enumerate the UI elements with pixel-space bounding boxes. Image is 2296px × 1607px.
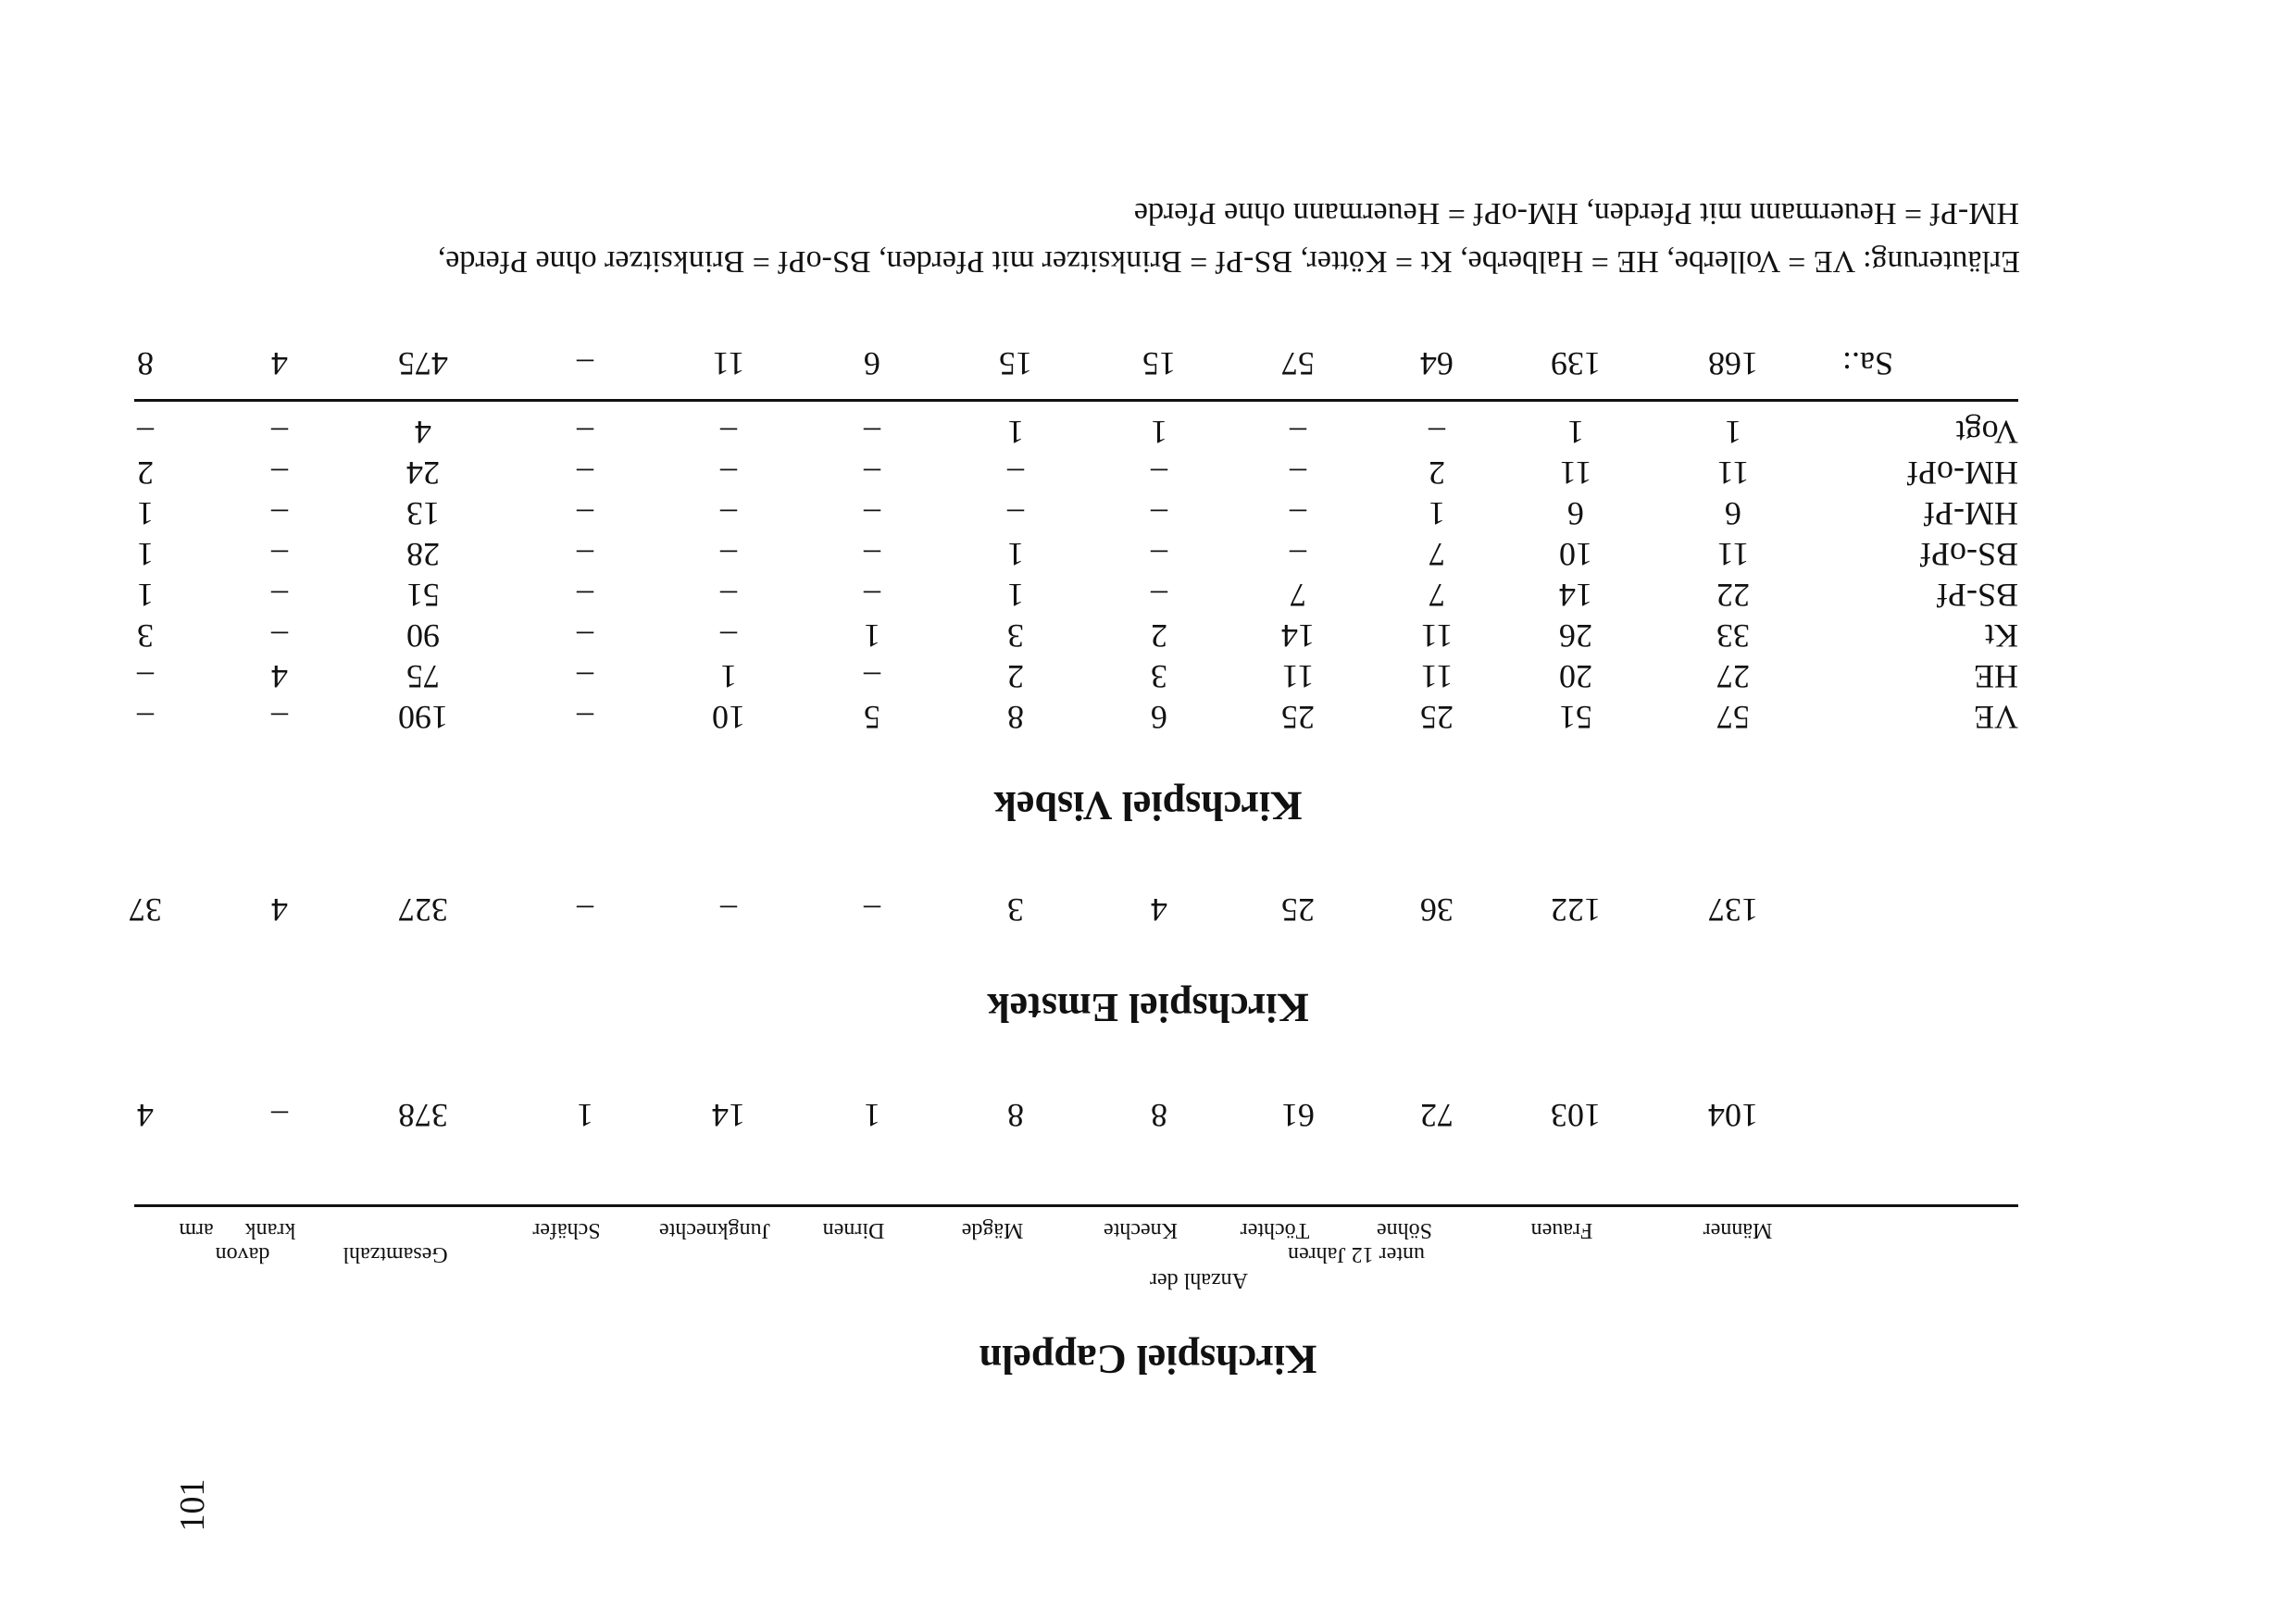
emstek-toechter: 25 [1281,891,1315,928]
table-cell: 10 [712,699,745,736]
table-cell: 20 [1559,658,1592,695]
sum-cell: 15 [1142,345,1176,382]
row-label: VE [1974,699,2018,736]
header-arm: arm [179,1218,214,1242]
table-cell: 11 [1420,617,1454,654]
table-cell: 2 [1151,617,1167,654]
cappeln-soehne: 72 [1420,1097,1454,1134]
header-jungknechte: Jungknechte [659,1218,770,1242]
table-cell: – [1290,536,1306,573]
header-maenner: Männer [1703,1218,1773,1242]
emstek-dirnen: – [864,891,880,928]
table-cell: 22 [1716,577,1750,614]
table-cell: 51 [406,577,440,614]
header-unter-12: unter 12 Jahren [1288,1242,1425,1266]
cappeln-knechte: 8 [1151,1097,1167,1134]
table-cell: – [271,617,288,654]
header-schaefer: Schäfer [532,1218,601,1242]
header-dirnen: Dirnen [822,1218,885,1242]
table-cell: – [1007,495,1024,532]
table-cell: 11 [1281,658,1315,695]
table-cell: 2 [1007,658,1024,695]
table-cell: 1 [137,577,154,614]
table-cell: – [1151,536,1167,573]
explanation-line-2: HM-Pf = Heuermann mit Pferden, HM-oPf = Heuermann ohne Pferde [1133,196,2019,230]
sum-cell: – [577,345,593,382]
emstek-maenner: 137 [1708,891,1758,928]
table-cell: 1 [137,536,154,573]
row-label: HM-Pf [1923,495,2018,532]
explanation-line-1: Erläuterung: VE = Vollerbe, HE = Halberbe, Kt = Kötter, BS-Pf = Brinksitzer mit Pferden, BS-oPf = Brinksitzer ohne Pferde, [437,244,2020,279]
emstek-knechte: 4 [1151,891,1167,928]
table-cell: – [864,577,880,614]
table-cell: – [577,617,593,654]
table-cell: 1 [1567,414,1584,451]
table-cell: – [577,495,593,532]
table-cell: – [720,577,737,614]
table-cell: 3 [1007,617,1024,654]
sum-cell: 57 [1281,345,1315,382]
table-cell: 1 [720,658,737,695]
table-cell: 8 [1007,699,1024,736]
table-cell: 5 [864,699,880,736]
header-knechte: Knechte [1104,1218,1178,1242]
table-cell: – [864,455,880,492]
table-cell: 1 [1007,414,1024,451]
header-anzahl-der: Anzahl der [1150,1268,1248,1292]
table-cell: 25 [1420,699,1454,736]
header-toechter: Töchter [1240,1218,1310,1242]
table-cell: – [1290,455,1306,492]
table-cell: 1 [1007,536,1024,573]
table-cell: 1 [1725,414,1741,451]
sum-cell: 64 [1420,345,1454,382]
emstek-krank: 4 [271,891,288,928]
header-krank: krank [244,1218,296,1242]
table-cell: 4 [271,658,288,695]
emstek-soehne: 36 [1420,891,1454,928]
sum-cell: 168 [1708,345,1758,382]
table-cell: 11 [1420,658,1454,695]
header-frauen: Frauen [1530,1218,1593,1242]
emstek-maegde: 3 [1007,891,1024,928]
table-cell: 3 [1151,658,1167,695]
header-soehne: Söhne [1377,1218,1432,1242]
table-cell: 51 [1559,699,1592,736]
table-cell: – [271,536,288,573]
cappeln-gesamtzahl: 378 [398,1097,448,1134]
row-label: Kt [1985,617,2018,654]
emstek-frauen: 122 [1551,891,1601,928]
title-visbek: Kirchspiel Visbek [993,783,1303,828]
table-cell: 1 [137,495,154,532]
table-cell: 4 [415,414,431,451]
cappeln-frauen: 103 [1551,1097,1601,1134]
sum-cell: 15 [999,345,1032,382]
sum-cell: 8 [137,345,154,382]
table-cell: – [1290,414,1306,451]
table-cell: 1 [1429,495,1445,532]
table-cell: 10 [1559,536,1592,573]
table-cell: – [271,455,288,492]
table-cell: 1 [864,617,880,654]
table-cell: 6 [1151,699,1167,736]
table-cell: 7 [1429,536,1445,573]
table-cell: – [864,495,880,532]
table-cell: 1 [1007,577,1024,614]
table-cell: 25 [1281,699,1315,736]
header-davon: davon [215,1242,270,1266]
table-cell: – [577,414,593,451]
table-cell: 6 [1725,495,1741,532]
row-label: BS-Pf [1936,577,2018,614]
table-cell: 11 [1716,455,1750,492]
table-cell: – [577,658,593,695]
header-gesamtzahl: Gesamtzahl [343,1242,448,1266]
table-cell: – [1151,577,1167,614]
table-cell: – [1007,455,1024,492]
table-cell: – [1429,414,1445,451]
sum-cell: 11 [712,345,745,382]
explanation-note [122,189,2020,285]
table-cell: – [1151,495,1167,532]
title-cappeln: Kirchspiel Cappeln [979,1337,1317,1382]
table-cell: 26 [1559,617,1592,654]
table-cell: – [137,699,154,736]
table-cell: – [577,536,593,573]
cappeln-schaefer: 1 [577,1097,593,1134]
table-cell: 24 [406,455,440,492]
table-cell: 7 [1429,577,1445,614]
table-cell: 57 [1716,699,1750,736]
sum-rule [134,399,2018,402]
sum-cell: 6 [864,345,880,382]
table-cell: 75 [406,658,440,695]
table-cell: – [720,414,737,451]
cappeln-arm: 4 [137,1097,154,1134]
table-cell: 11 [1559,455,1592,492]
cappeln-jungknechte: 14 [712,1097,745,1134]
sum-cell: 475 [398,345,448,382]
table-cell: – [864,414,880,451]
emstek-gesamtzahl: 327 [398,891,448,928]
table-cell: – [864,658,880,695]
title-emstek: Kirchspiel Emstek [987,985,1309,1030]
table-cell: – [720,455,737,492]
table-cell: 14 [1559,577,1592,614]
table-cell: 1 [1151,414,1167,451]
table-cell: 3 [137,617,154,654]
table-cell: – [271,414,288,451]
table-cell: 90 [406,617,440,654]
table-cell: 14 [1281,617,1315,654]
table-cell: – [720,617,737,654]
cappeln-maenner: 104 [1708,1097,1758,1134]
table-cell: – [1151,455,1167,492]
row-label: Vogt [1955,414,2018,451]
table-cell: – [720,495,737,532]
page-number: 101 [173,1478,212,1532]
table-cell: – [577,455,593,492]
table-cell: 7 [1290,577,1306,614]
table-cell: – [271,699,288,736]
table-cell: – [577,577,593,614]
table-cell: 6 [1567,495,1584,532]
table-cell: 2 [1429,455,1445,492]
table-cell: 2 [137,455,154,492]
row-label: HM-oPf [1906,455,2018,492]
table-cell: – [271,495,288,532]
sum-cell: 4 [271,345,288,382]
table-cell: 13 [406,495,440,532]
emstek-arm: 37 [129,891,162,928]
table-cell: – [577,699,593,736]
header-maegde: Mägde [961,1218,1024,1242]
emstek-jungknechte: – [720,891,737,928]
table-cell: – [864,536,880,573]
table-cell: 190 [398,699,448,736]
table-cell: 28 [406,536,440,573]
cappeln-toechter: 61 [1281,1097,1315,1134]
cappeln-maegde: 8 [1007,1097,1024,1134]
sum-label: Sa.: [1841,345,1893,382]
table-cell: – [137,414,154,451]
emstek-schaefer: – [577,891,593,928]
cappeln-dirnen: 1 [864,1097,880,1134]
table-cell: 27 [1716,658,1750,695]
row-label: HE [1974,658,2018,695]
cappeln-krank: – [271,1097,288,1134]
table-cell: – [137,658,154,695]
table-cell: 33 [1716,617,1750,654]
table-cell: – [271,577,288,614]
row-label: BS-oPf [1919,536,2018,573]
table-cell: – [720,536,737,573]
table-cell: 11 [1716,536,1750,573]
sum-cell: 139 [1551,345,1601,382]
table-cell: – [1290,495,1306,532]
header-rule [134,1204,2018,1207]
